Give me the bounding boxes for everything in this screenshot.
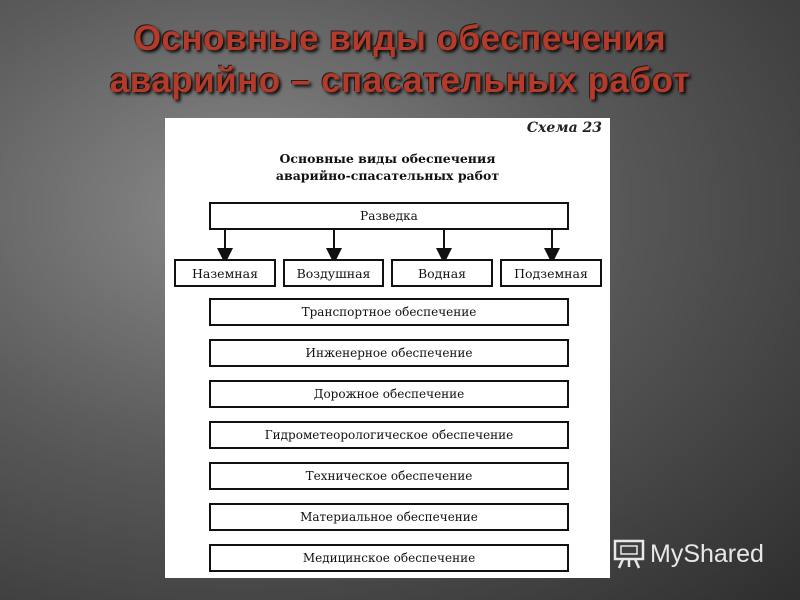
watermark [612, 536, 764, 572]
support-road: Дорожное обеспечение [209, 380, 569, 408]
support-engineering: Инженерное обеспечение [209, 339, 569, 367]
sub-type-air: Воздушная [283, 259, 384, 287]
support-material: Материальное обеспечение [209, 503, 569, 531]
support-transport: Транспортное обеспечение [209, 298, 569, 326]
diagram-sheet [165, 118, 610, 578]
sub-type-water: Водная [391, 259, 493, 287]
presentation-board-icon [612, 537, 646, 571]
diagram-title [165, 150, 610, 184]
support-technical: Техническое обеспечение [209, 462, 569, 490]
watermark-text: MyShared [650, 539, 764, 568]
slide-title-line2: аварийно – спасательных работ [109, 61, 691, 100]
support-medical: Медицинское обеспечение [209, 544, 569, 572]
diagram-title-line2: аварийно-спасательных работ [275, 168, 500, 183]
sub-type-underground: Подземная [500, 259, 602, 287]
support-hydrometeorological: Гидрометеорологическое обеспечение [209, 421, 569, 449]
slide-title [0, 18, 800, 102]
slide-title-line1: Основные виды обеспечения [133, 19, 667, 58]
scheme-label: Схема 23 [526, 120, 602, 136]
diagram-title-line1: Основные виды обеспечения [279, 151, 496, 166]
reconnaissance-box: Разведка [209, 202, 569, 230]
sub-type-ground: Наземная [174, 259, 276, 287]
